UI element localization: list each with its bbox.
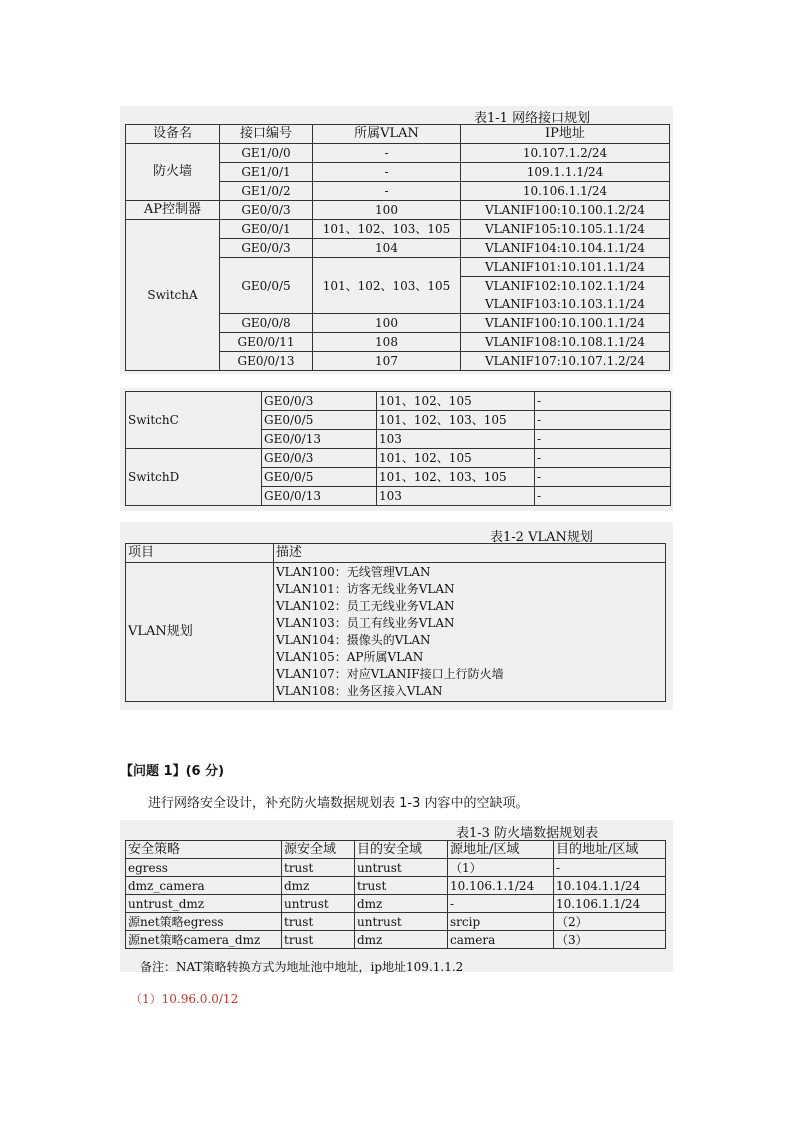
ip-cell: - <box>535 449 671 468</box>
table-row <box>126 563 666 702</box>
header-device: 设备名 <box>126 125 220 144</box>
src-zone-cell: trust <box>282 859 355 877</box>
table-row <box>126 877 666 895</box>
ip-cell: VLANIF108:10.108.1.1/24 <box>461 333 670 352</box>
header-dst-addr: 目的地址/区域 <box>554 841 666 859</box>
vlan-cell: 100 <box>313 314 461 333</box>
vlan-cell: 104 <box>313 239 461 258</box>
port-cell: GE0/0/3 <box>220 239 313 258</box>
ip-cell: VLANIF103:10.103.1.1/24 <box>461 295 670 314</box>
header-vlan: 所属VLAN <box>313 125 461 144</box>
ip-cell: - <box>535 487 671 506</box>
port-cell: GE1/0/1 <box>220 163 313 182</box>
table-row <box>126 449 671 468</box>
vlan-cell: 108 <box>313 333 461 352</box>
dst-addr-cell: - <box>554 859 666 877</box>
policy-cell: dmz_camera <box>126 877 282 895</box>
table2-caption: 表1-2 VLAN规划 <box>490 530 593 545</box>
src-zone-cell: untrust <box>282 895 355 913</box>
vlan-cell: 101、102、103、105 <box>313 220 461 239</box>
header-dst-zone: 目的安全域 <box>355 841 448 859</box>
table-header-row <box>126 544 666 563</box>
desc-cell <box>274 563 666 702</box>
ip-cell: VLANIF104:10.104.1.1/24 <box>461 239 670 258</box>
device-cell: AP控制器 <box>126 201 220 220</box>
dst-addr-cell: 10.106.1.1/24 <box>554 895 666 913</box>
table-row <box>126 201 670 220</box>
table-header-row <box>126 841 666 859</box>
device-cell: 防火墙 <box>126 144 220 201</box>
header-policy: 安全策略 <box>126 841 282 859</box>
port-cell: GE1/0/2 <box>220 182 313 201</box>
ip-cell: VLANIF107:10.107.1.2/24 <box>461 352 670 371</box>
vlan-cell: - <box>313 163 461 182</box>
question-heading: 【问题 1】(6 分) <box>120 764 225 779</box>
dst-zone-cell: untrust <box>355 859 448 877</box>
vlan-cell: 101、102、103、105 <box>377 468 535 487</box>
ip-cell: VLANIF100:10.100.1.1/24 <box>461 314 670 333</box>
ip-cell: - <box>535 392 671 411</box>
firewall-plan-table <box>125 840 666 949</box>
vlan-plan-table <box>125 543 666 702</box>
port-cell: GE0/0/5 <box>220 258 313 314</box>
answer-text: （1）10.96.0.0/12 <box>130 992 239 1006</box>
vlan-cell: 101、102、103、105 <box>377 411 535 430</box>
ip-cell: 109.1.1.1/24 <box>461 163 670 182</box>
table-row <box>126 895 666 913</box>
switch-cd-table <box>125 391 671 506</box>
question-text: 进行网络安全设计，补充防火墙数据规划表 1-3 内容中的空缺项。 <box>148 796 529 811</box>
src-addr-cell: camera <box>448 931 554 949</box>
port-cell: GE0/0/11 <box>220 333 313 352</box>
port-cell: GE0/0/8 <box>220 314 313 333</box>
header-src-addr: 源地址/区域 <box>448 841 554 859</box>
port-cell: GE0/0/3 <box>262 449 377 468</box>
dst-zone-cell: untrust <box>355 913 448 931</box>
port-cell: GE0/0/3 <box>262 392 377 411</box>
ip-cell: 10.106.1.1/24 <box>461 182 670 201</box>
network-interface-table <box>125 124 670 371</box>
table-row <box>126 392 671 411</box>
vlan-cell: 101、102、105 <box>377 449 535 468</box>
desc-line: VLAN108：业务区接入VLAN <box>276 684 443 698</box>
policy-cell: egress <box>126 859 282 877</box>
port-cell: GE0/0/13 <box>262 430 377 449</box>
ip-cell: VLANIF101:10.101.1.1/24 <box>461 258 670 277</box>
ip-cell: - <box>535 411 671 430</box>
policy-cell: untrust_dmz <box>126 895 282 913</box>
src-addr-cell: - <box>448 895 554 913</box>
table-row <box>126 913 666 931</box>
ip-cell: VLANIF102:10.102.1.1/24 <box>461 277 670 296</box>
dst-addr-cell: （2） <box>554 913 666 931</box>
desc-line: VLAN105：AP所属VLAN <box>276 650 424 664</box>
port-cell: GE0/0/13 <box>220 352 313 371</box>
vlan-cell: - <box>313 144 461 163</box>
port-cell: GE1/0/0 <box>220 144 313 163</box>
port-cell: GE0/0/5 <box>262 411 377 430</box>
header-port: 接口编号 <box>220 125 313 144</box>
desc-line: VLAN107：对应VLANIF接口上行防火墙 <box>276 667 504 681</box>
vlan-cell: 107 <box>313 352 461 371</box>
port-cell: GE0/0/3 <box>220 201 313 220</box>
desc-line: VLAN101：访客无线业务VLAN <box>276 582 455 596</box>
vlan-cell: 101、102、103、105 <box>313 258 461 314</box>
desc-line: VLAN104：摄像头的VLAN <box>276 633 431 647</box>
item-cell: VLAN规划 <box>126 563 274 702</box>
policy-cell: 源net策略camera_dmz <box>126 931 282 949</box>
device-cell: SwitchA <box>126 220 220 371</box>
policy-cell: 源net策略egress <box>126 913 282 931</box>
table-row <box>126 931 666 949</box>
ip-cell: - <box>535 430 671 449</box>
header-src-zone: 源安全域 <box>282 841 355 859</box>
port-cell: GE0/0/1 <box>220 220 313 239</box>
src-zone-cell: trust <box>282 913 355 931</box>
src-zone-cell: trust <box>282 931 355 949</box>
table3-caption: 表1-3 防火墙数据规划表 <box>456 826 599 841</box>
vlan-cell: 103 <box>377 487 535 506</box>
dst-addr-cell: 10.104.1.1/24 <box>554 877 666 895</box>
ip-cell: - <box>535 468 671 487</box>
table-row <box>126 859 666 877</box>
src-addr-cell: srcip <box>448 913 554 931</box>
vlan-cell: 101、102、105 <box>377 392 535 411</box>
src-addr-cell: （1） <box>448 859 554 877</box>
ip-cell: VLANIF100:10.100.1.2/24 <box>461 201 670 220</box>
port-cell: GE0/0/13 <box>262 487 377 506</box>
table1-caption: 表1-1 网络接口规划 <box>474 111 591 126</box>
header-ip: IP地址 <box>461 125 670 144</box>
header-desc: 描述 <box>274 544 666 563</box>
device-cell: SwitchC <box>126 392 262 449</box>
table-header-row <box>126 125 670 144</box>
vlan-cell: 100 <box>313 201 461 220</box>
table-row <box>126 144 670 163</box>
dst-addr-cell: （3） <box>554 931 666 949</box>
ip-cell: VLANIF105:10.105.1.1/24 <box>461 220 670 239</box>
desc-line: VLAN103：员工有线业务VLAN <box>276 616 455 630</box>
table-row <box>126 220 670 239</box>
vlan-cell: 103 <box>377 430 535 449</box>
dst-zone-cell: dmz <box>355 895 448 913</box>
ip-cell: 10.107.1.2/24 <box>461 144 670 163</box>
desc-line: VLAN102：员工无线业务VLAN <box>276 599 455 613</box>
device-cell: SwitchD <box>126 449 262 506</box>
port-cell: GE0/0/5 <box>262 468 377 487</box>
table3-note: 备注：NAT策略转换方式为地址池中地址，ip地址109.1.1.2 <box>140 960 464 974</box>
dst-zone-cell: dmz <box>355 931 448 949</box>
vlan-cell: - <box>313 182 461 201</box>
src-zone-cell: dmz <box>282 877 355 895</box>
dst-zone-cell: trust <box>355 877 448 895</box>
header-item: 项目 <box>126 544 274 563</box>
src-addr-cell: 10.106.1.1/24 <box>448 877 554 895</box>
desc-line: VLAN100：无线管理VLAN <box>276 565 431 579</box>
